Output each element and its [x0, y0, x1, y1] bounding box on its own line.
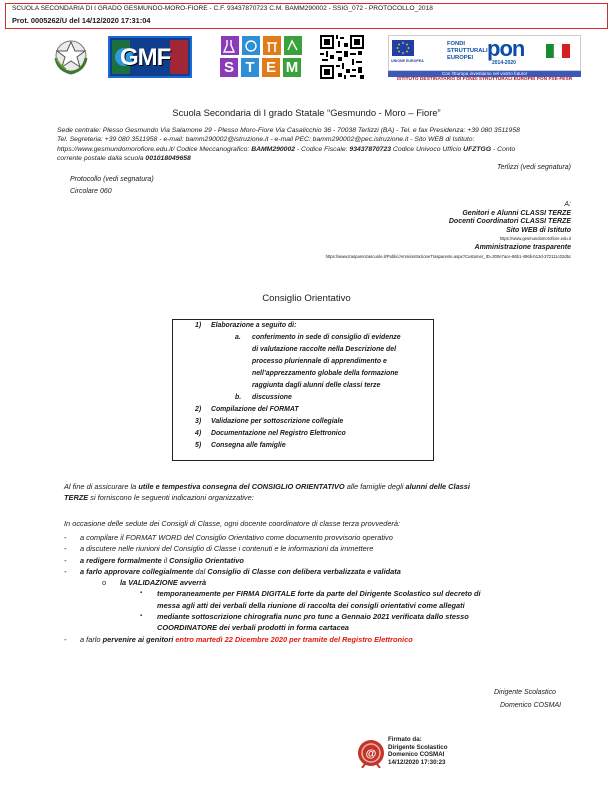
- substep-b-label: b.: [235, 394, 242, 401]
- office-code: UFZTGG: [463, 145, 492, 153]
- list-item: [64, 566, 594, 577]
- list-dash: -: [64, 555, 67, 565]
- list-item: [64, 543, 594, 554]
- list-item-5-a: a farlo: [80, 634, 103, 644]
- list-dash: -: [64, 533, 67, 542]
- protocol-line: Protocollo (vedi segnatura): [70, 176, 154, 183]
- recipients-block: [326, 201, 571, 261]
- republic-emblem-icon: [52, 36, 90, 76]
- sub-list-circle: o: [102, 578, 107, 588]
- intro-text-f: si forniscono le seguenti indicazioni organizzative:: [88, 492, 254, 502]
- list-item-3-c: Consiglio Orientativo: [169, 555, 244, 565]
- fiscal-code: 93437870723: [349, 145, 392, 153]
- website-url-link[interactable]: https://www.gesmundomorofiore.edu.it: [499, 236, 571, 242]
- pon-title: FONDI STRUTTURALI EUROPEI: [447, 41, 488, 61]
- circolare-number: Circolare 060: [70, 188, 112, 195]
- substep-a-line-3: processo pluriennale di apprendimento e: [252, 358, 387, 365]
- recipient-website: Sito WEB di Istituto: [506, 226, 571, 234]
- validation-1-line-1: temporaneamente per FIRMA DIGITALE forte da parte del Dirigente Scolastico sul decreto di: [157, 589, 481, 599]
- list-item-3-a: a redigere formalmente: [80, 555, 162, 565]
- list-item-4-a: a farlo approvare collegialmente: [80, 566, 194, 576]
- recipient-parents: Genitori e Alunni CLASSI TERZE: [462, 209, 571, 217]
- recipient-teachers: Docenti Coordinatori CLASSI TERZE: [448, 218, 571, 226]
- recipient-transparency: Amministrazione trasparente: [474, 243, 571, 251]
- list-item: [64, 532, 594, 543]
- step-1-number: 1): [195, 322, 202, 329]
- address-line-4: [57, 154, 577, 163]
- signatory-role: Dirigente Scolastico: [494, 689, 556, 696]
- step-4-text: Documentazione nel Registro Elettronico: [211, 430, 346, 437]
- address-line-1: Sede centrale: Plesso Gesmundo Via Salamone 29 - Plesso Moro-Fiore Via Casalicchio 36 - 70038 Terlizzi (BA) - Tel. e fax Presidenza: +39 080 3511958: [57, 127, 520, 134]
- list-item-4-b: dal: [193, 566, 208, 576]
- list-dash: -: [64, 634, 67, 644]
- sub-sub-item: [64, 611, 594, 622]
- step-2-number: 2): [195, 406, 202, 413]
- gmf-school-logo: [108, 36, 192, 78]
- substep-a-line-4: nell’apprezzamento globale della formazione: [252, 370, 399, 377]
- school-code: BAMM290002: [251, 145, 296, 153]
- deadline-text: entro martedì 22 Dicembre 2020 per tramite del Registro Elettronico: [173, 634, 413, 644]
- step-4-number: 4): [195, 430, 202, 437]
- address-line-2: Tel. Segreteria: +39 080 3511958 - e-mail: bamm290002@istruzione.it - e-mail PEC: bamm290002@pec.istruzione.it - Sito WEB di Istituto:: [57, 136, 475, 144]
- step-2-text: Compilazione del FORMAT: [211, 406, 299, 413]
- procedure-box: [172, 319, 434, 461]
- signed-by-label: Firmato da:: [388, 736, 422, 743]
- qr-code-icon: [320, 35, 364, 79]
- signed-by-role: Dirigente Scolastico: [388, 743, 448, 751]
- address-line-3-fiscal-label: - Codice Fiscale:: [295, 145, 350, 153]
- school-address-block: [57, 126, 577, 163]
- intro-paragraph: [64, 482, 584, 503]
- eu-label: UNIONE EUROPEA: [391, 59, 424, 63]
- pon-footer: ISTITUTO DESTINATARIO DI FONDI STRUTTURALI EUROPEI PON FSE-FESR: [396, 77, 573, 82]
- stem-letter-m: M: [283, 58, 301, 77]
- step-1-text: Elaborazione a seguito di:: [211, 322, 297, 329]
- pon-years: 2014-2020: [492, 60, 516, 66]
- place-date: Terlizzi (vedi segnatura): [496, 164, 571, 171]
- intro-text-a: Al fine di assicurare la: [64, 482, 139, 491]
- list-item-3-b: il: [161, 555, 170, 565]
- pon-brand: pon: [487, 36, 525, 61]
- pon-fse-banner: [388, 35, 581, 82]
- transparency-url-link[interactable]: https://www.trasparenzascuole.it/Public/AmministrazioneTrasparente.aspx?Customer_ID=300e7ace-86b1-496b-b13d-372111c02d5c: [325, 253, 571, 259]
- substep-a-line-1: conferimento in sede di consiglio di evidenze: [252, 334, 401, 341]
- signed-by-block: [388, 736, 448, 766]
- signatory-name: Domenico COSMAI: [500, 702, 562, 709]
- substep-a-line-5: raggiunta dagli alunni delle classi terze: [252, 382, 381, 389]
- square-bullet-icon: ▪: [140, 590, 143, 597]
- validation-heading: la VALIDAZIONE avverrà: [120, 578, 207, 588]
- stem-logo: [220, 35, 302, 79]
- substep-a-label: a.: [235, 334, 241, 341]
- substep-a-line-2: di valutazione raccolte nella Descrizione del: [252, 346, 396, 353]
- address-line-3-text: https://www.gesmundomorofiore.edu.it/ Codice Meccanografico:: [57, 145, 252, 153]
- protocol-stamp: [5, 3, 608, 29]
- stamp-line-1: SCUOLA SECONDARIA DI I GRADO GESMUNDO-MORO-FIORE - C.F. 93437870723 C.M. BAMM290002 - SSIG_072 - PROTOCOLLO_2018: [12, 5, 433, 12]
- document-title: Consiglio Orientativo: [262, 293, 351, 304]
- recipients-label: A:: [564, 201, 571, 208]
- stem-letter-s: S: [220, 58, 238, 77]
- sub-list-item: [64, 577, 594, 588]
- signed-by-name: Domenico COSMAI: [388, 751, 445, 759]
- validation-1-line-2: messa agli atti dei verbali della riunione di raccolta dei consigli orientativi come allegati: [157, 600, 465, 610]
- sub-sub-item-cont: [64, 622, 594, 633]
- intro-line-1: [64, 482, 584, 493]
- coordinator-paragraph: In occasione delle sedute dei Consigli di Classe, ogni docente coordinatore di classe terza provvederà:: [64, 519, 401, 528]
- stem-letter-t: T: [241, 58, 259, 77]
- postal-account: 001018049658: [145, 154, 191, 162]
- list-item-2-text: a discutere nelle riunioni del Consiglio di Classe i contenuti e le informazioni da immettere: [80, 544, 374, 554]
- list-dash: -: [64, 566, 67, 576]
- intro-text-d: alunni delle Classi: [405, 482, 470, 491]
- postal-account-label: corrente postale dalla scuola: [57, 154, 146, 162]
- substep-b-text: discussione: [252, 394, 292, 401]
- list-item-5-b: pervenire ai genitori: [102, 634, 174, 644]
- sub-sub-item: [64, 588, 594, 599]
- signature-seal-icon: [356, 738, 386, 768]
- validation-2-line-2: COORDINATORE dei verbali prodotti in forma cartacea: [157, 623, 349, 633]
- intro-text-c: alle famiglie degli: [344, 482, 406, 491]
- instruction-list: [64, 532, 594, 645]
- signed-timestamp: 14/12/2020 17:30:23: [388, 758, 446, 766]
- sub-sub-item-cont: [64, 600, 594, 611]
- square-bullet-icon: ▪: [140, 613, 143, 620]
- address-line-3-end: - Conto: [491, 145, 516, 153]
- stamp-line-2: Prot. 0005262/U del 14/12/2020 17:31:04: [12, 16, 151, 25]
- list-dash: -: [64, 544, 67, 554]
- intro-text-b: utile e tempestiva consegna del CONSIGLIO ORIENTATIVO: [138, 482, 345, 491]
- address-line-3: [57, 145, 577, 154]
- list-item: [64, 555, 594, 566]
- step-3-number: 3): [195, 418, 202, 425]
- intro-text-e: TERZE: [64, 492, 89, 502]
- address-line-3-office-label: Codice Univoco Ufficio: [391, 145, 464, 153]
- step-5-text: Consegna alle famiglie: [211, 442, 286, 449]
- validation-2-line-1: mediante sottoscrizione chirografia nunc pro tunc a Gennaio 2021 verificata dallo stesso: [157, 612, 469, 622]
- list-item-4-c: Consiglio di Classe con delibera verbalizzata e validata: [207, 566, 401, 576]
- svg-text:@: @: [365, 748, 377, 760]
- intro-line-2: [64, 493, 584, 504]
- step-5-number: 5): [195, 442, 202, 449]
- gmf-logo-text: GMF: [120, 44, 171, 71]
- list-item: [64, 634, 594, 645]
- step-3-text: Validazione per sottoscrizione collegiale: [211, 418, 344, 425]
- stem-letter-e: E: [262, 58, 280, 77]
- pon-tagline: Con l'Europa investiamo nel vostro futuro!: [388, 71, 581, 77]
- school-name: Scuola Secondaria di I grado Statale “Gesmundo - Moro – Fiore”: [172, 107, 441, 118]
- digital-signature-stamp: [356, 736, 496, 784]
- list-item-1-text: a compilare il FORMAT WORD del Consiglio Orientativo come documento provvisorio operativo: [80, 533, 393, 542]
